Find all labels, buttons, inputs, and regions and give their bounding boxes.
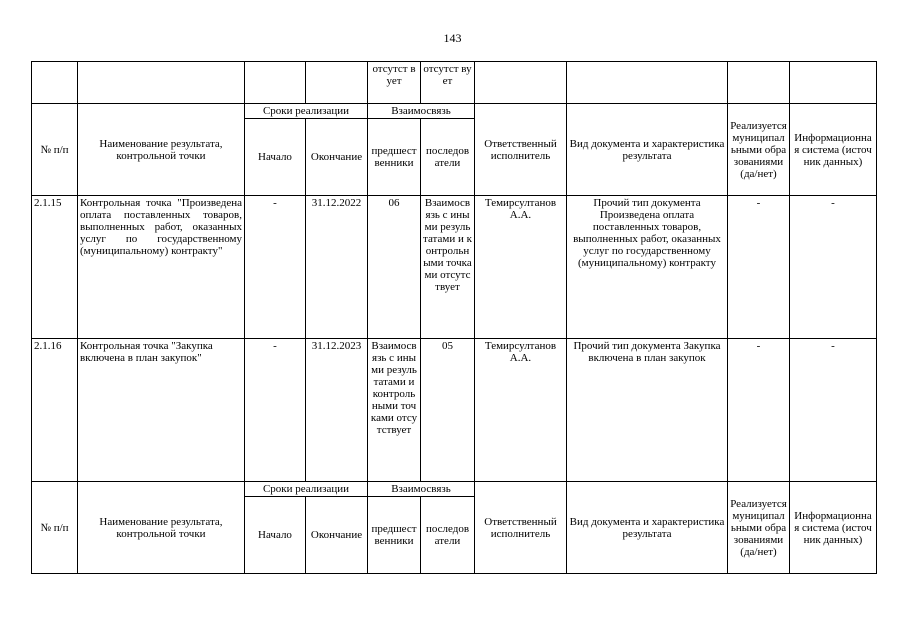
- row-start: -: [245, 196, 306, 339]
- header-info-system: Информационная система (источник данных): [790, 482, 877, 574]
- header-start: Начало: [245, 119, 306, 196]
- row-num: 2.1.16: [32, 339, 78, 482]
- row-num: 2.1.15: [32, 196, 78, 339]
- carryover-num: [32, 62, 78, 104]
- row-info-system: -: [790, 339, 877, 482]
- carryover-info-system: [790, 62, 877, 104]
- header-responsible: Ответственный исполнитель: [475, 482, 567, 574]
- carryover-doc-type: [567, 62, 728, 104]
- results-table: [31, 61, 877, 574]
- header-terms: Сроки реализации: [245, 482, 368, 497]
- table-row: [32, 339, 877, 482]
- row-doc-type: Прочий тип документа Закупка включена в план закупок: [567, 339, 728, 482]
- row-name: Контрольная точка "Закупка включена в план закупок": [78, 339, 245, 482]
- header-name: Наименование результата, контрольной точки: [78, 104, 245, 196]
- page-number: 143: [443, 31, 462, 45]
- header-doc-type: Вид документа и характеристика результата: [567, 104, 728, 196]
- header-num: № п/п: [32, 104, 78, 196]
- row-end: 31.12.2022: [306, 196, 368, 339]
- header-doc-type: Вид документа и характеристика результата: [567, 482, 728, 574]
- carryover-responsible: [475, 62, 567, 104]
- row-predecessors: Взаимосвязь с иными результатами и контрольными точками отсутствует: [368, 339, 421, 482]
- row-successors: Взаимосвязь с иными результатами и контрольными точками отсутствует: [421, 196, 475, 339]
- header-responsible: Ответственный исполнитель: [475, 104, 567, 196]
- row-doc-type: Прочий тип документа Произведена оплата поставленных товаров, выполненных работ, оказанных услуг по государственному (муниципальному) контракту: [567, 196, 728, 339]
- row-municipal: -: [728, 339, 790, 482]
- carryover-start: [245, 62, 306, 104]
- header-end: Окончание: [306, 497, 368, 574]
- header-link: Взаимосвязь: [368, 482, 475, 497]
- header-end: Окончание: [306, 119, 368, 196]
- row-municipal: -: [728, 196, 790, 339]
- header-info-system: Информационная система (источник данных): [790, 104, 877, 196]
- row-start: -: [245, 339, 306, 482]
- row-info-system: -: [790, 196, 877, 339]
- header-successors: последов атели: [421, 497, 475, 574]
- header-predecessors: предшест венники: [368, 119, 421, 196]
- header-link: Взаимосвязь: [368, 104, 475, 119]
- header-terms: Сроки реализации: [245, 104, 368, 119]
- carryover-predecessors: отсутст вует: [368, 62, 421, 104]
- header-predecessors: предшест венники: [368, 497, 421, 574]
- header-municipal: Реализуется муниципальными образованиями (да/нет): [728, 482, 790, 574]
- row-end: 31.12.2023: [306, 339, 368, 482]
- carryover-name: [78, 62, 245, 104]
- row-successors: 05: [421, 339, 475, 482]
- header-name: Наименование результата, контрольной точки: [78, 482, 245, 574]
- carryover-end: [306, 62, 368, 104]
- header-num: № п/п: [32, 482, 78, 574]
- row-predecessors: 06: [368, 196, 421, 339]
- row-responsible: Темирсултанов А.А.: [475, 339, 567, 482]
- carryover-municipal: [728, 62, 790, 104]
- header-municipal: Реализуется муниципальными образованиями (да/нет): [728, 104, 790, 196]
- table-row: [32, 196, 877, 339]
- header-successors: последов атели: [421, 119, 475, 196]
- header-row-top: [32, 482, 877, 497]
- row-responsible: Темирсултанов А.А.: [475, 196, 567, 339]
- row-name: Контрольная точка "Произведена оплата поставленных товаров, выполненных работ, оказанных услуг по государственному (муниципальному) контракту": [78, 196, 245, 339]
- header-row-top: [32, 104, 877, 119]
- header-start: Начало: [245, 497, 306, 574]
- carryover-successors: отсутст вует: [421, 62, 475, 104]
- carryover-row: [32, 62, 877, 104]
